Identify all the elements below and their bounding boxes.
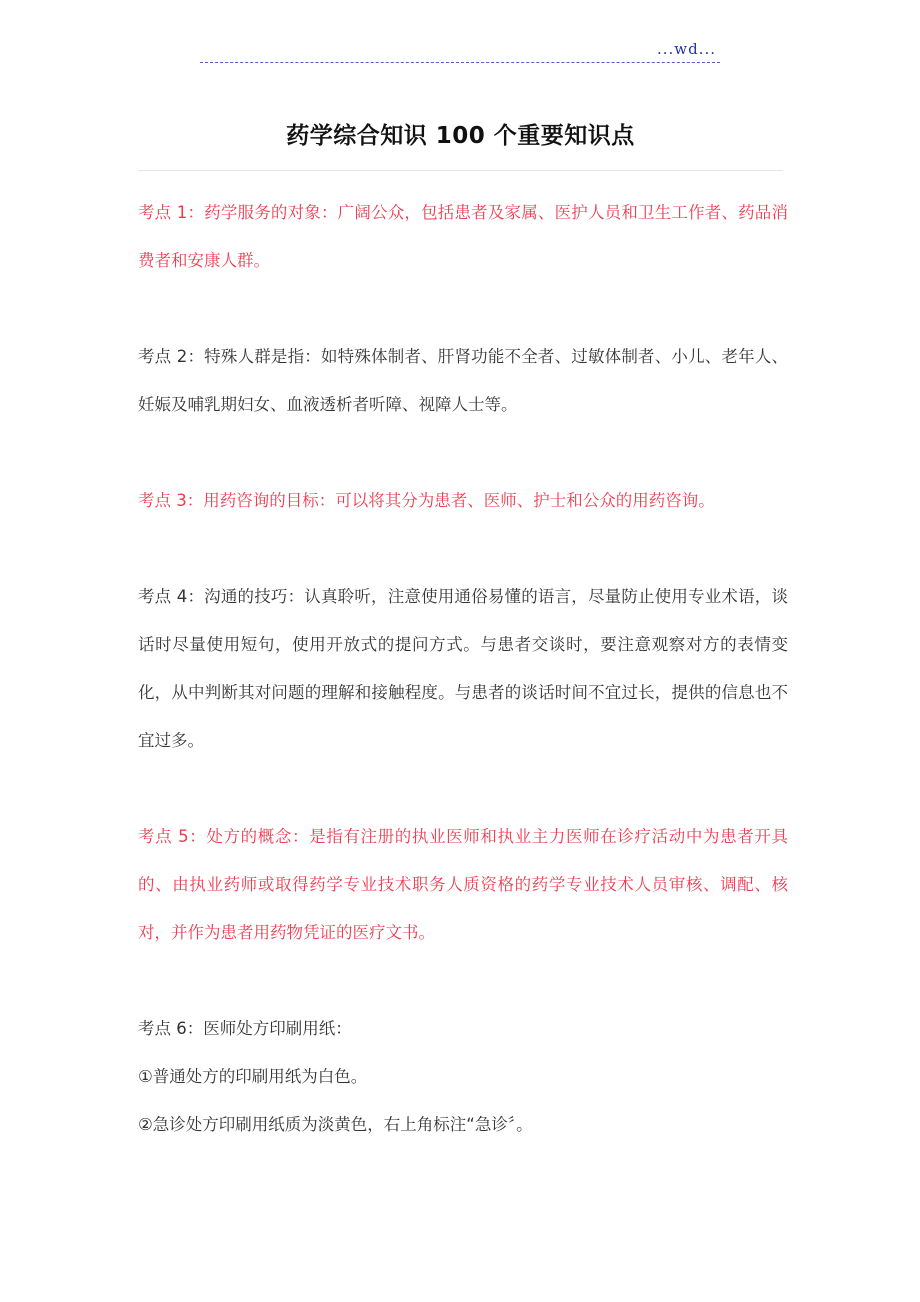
page-title: 药学综合知识 100 个重要知识点 [286,123,635,149]
title-divider [138,170,783,171]
point-6-heading: 考点 6：医师处方印刷用纸： [138,1019,352,1038]
point-paragraph: 考点 5：处方的概念：是指有注册的执业医师和执业主力医师在诊疗活动中为患者开具的、由执业药师或取得药学专业技术职务人质资格的药学专业技术人员审核、调配、核对，并作为患者用药物凭证的医疗文书。 [138,827,788,942]
list-item: ①普通处方的印刷用纸为白色。 [138,1067,368,1086]
point-paragraph: 考点 2：特殊人群是指：如特殊体制者、肝肾功能不全者、过敏体制者、小儿、老年人、妊娠及哺乳期妇女、血液透析者听障、视障人士等。 [138,347,788,414]
point-6-section [138,1005,788,1149]
point-paragraph: 考点 4：沟通的技巧：认真聆听，注意使用通俗易懂的语言，尽量防止使用专业术语，谈话时尽量使用短句，使用开放式的提问方式。与患者交谈时，要注意观察对方的表情变化，从中判断其对问题的理解和接触程度。与患者的谈话时间不宜过长，提供的信息也不宜过多。 [138,587,788,750]
header-watermark-line [200,40,720,63]
point-paragraph: 考点 3：用药咨询的目标：可以将其分为患者、医师、护士和公众的用药咨询。 [138,491,715,510]
header-mark-text: ...wd... [656,40,716,58]
list-item: ②急诊处方印刷用纸质为淡黄色，右上角标注“急诊〞。 [138,1115,533,1134]
point-paragraph: 考点 1：药学服务的对象：广阔公众，包括患者及家属、医护人员和卫生工作者、药品消费者和安康人群。 [138,203,788,270]
document-body [138,189,788,1149]
